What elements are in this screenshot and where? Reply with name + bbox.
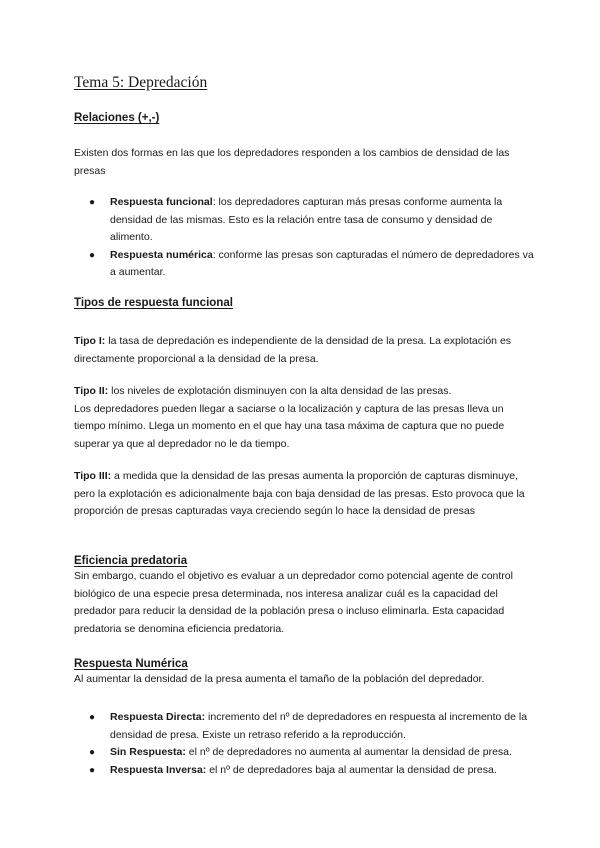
- numerica-list-block: [74, 709, 534, 779]
- item-text: : conforme las presas son capturadas el número de depredadores va a aumentar.: [110, 248, 534, 278]
- section-tipos: [74, 297, 534, 309]
- paragraph: [74, 383, 534, 401]
- item-term: Respuesta Directa:: [110, 711, 206, 723]
- tipo1-block: [74, 333, 534, 368]
- tipo2-block: [74, 383, 534, 453]
- tipo-text: los niveles de explotación disminuyen con la alta densidad de las presas.: [108, 385, 452, 397]
- section-relaciones: [74, 112, 534, 124]
- section-eficiencia: [74, 555, 534, 638]
- relaciones-intro-block: [74, 145, 534, 180]
- item-text: el nº de depredadores baja al aumentar la densidad de presa.: [206, 763, 497, 776]
- bullet-icon: ●: [89, 197, 96, 208]
- section-heading: Tipos de respuesta funcional: [74, 297, 233, 309]
- item-text: el nº de depredadores no aumenta al aumentar la densidad de presa.: [185, 746, 512, 758]
- paragraph: Los depredadores pueden llegar a saciarse o la localización y captura de las presas lleva un tiempo mínimo. Llega un momento en el que hay una tasa máxima de captura que no puede superar ya que al depredador no le da tiempo.: [74, 402, 505, 450]
- item-term: Respuesta funcional: [110, 196, 213, 208]
- list-item: [74, 744, 534, 762]
- bullet-icon: ●: [89, 764, 96, 776]
- bullet-icon: ●: [89, 712, 96, 723]
- item-term: Respuesta numérica: [110, 248, 213, 261]
- list-item: [74, 762, 534, 780]
- relaciones-list-block: [74, 194, 534, 282]
- item-term: Sin Respuesta:: [110, 746, 186, 758]
- bullet-list: [74, 709, 534, 779]
- page-title: Tema 5: Depredación: [74, 74, 208, 91]
- paragraph: [74, 468, 534, 521]
- section-heading: Eficiencia predatoria: [74, 555, 188, 567]
- paragraph: Sin embargo, cuando el objetivo es evaluar a un depredador como potencial agente de control biológico de una especie presa determinada, nos interesa analizar cuál es la capacidad del predador para reducir la densidad de la población presa o incluso eliminarla. Esta capacidad predatoria se denomina eficiencia predatoria.: [74, 570, 513, 635]
- tipo-text: a medida que la densidad de las presas aumenta la proporción de capturas disminuye, pero la explotación es adicionalmente baja con baja densidad de las presas. Esto provoca que la proporción de presas capturadas vaya creciendo según lo hace la densidad de presas: [74, 470, 525, 517]
- list-item: [74, 194, 534, 247]
- section-numerica: [74, 658, 534, 689]
- bullet-icon: ●: [89, 747, 96, 758]
- list-item: [74, 709, 534, 744]
- tipo3-block: [74, 468, 534, 521]
- paragraph: Al aumentar la densidad de la presa aumenta el tamaño de la población del depredador.: [74, 673, 485, 685]
- item-term: Respuesta Inversa:: [110, 763, 207, 776]
- paragraph: Existen dos formas en las que los depredadores responden a los cambios de densidad de las presas: [74, 147, 510, 177]
- section-heading: Relaciones (+,-): [74, 112, 160, 124]
- tipo-term: Tipo III:: [74, 470, 112, 482]
- bullet-list: [74, 194, 534, 282]
- tipo-text: la tasa de depredación es independiente de la densidad de la presa. La explotación es directamente proporcional a la densidad de la presa.: [74, 335, 512, 365]
- item-text: : los depredadores capturan más presas conforme aumenta la densidad de las mismas. Esto es la relación entre tasa de consumo y densidad de alimento.: [110, 196, 503, 243]
- item-text: incremento del nº de depredadores en respuesta al incremento de la densidad de presa. Existe un retraso referido a la reproducción.: [110, 711, 528, 741]
- tipo-term: Tipo II:: [74, 385, 109, 397]
- tipo-term: Tipo I:: [74, 335, 106, 347]
- list-item: [74, 247, 534, 282]
- paragraph: [74, 333, 534, 368]
- bullet-icon: ●: [89, 249, 96, 261]
- section-heading: Respuesta Numérica: [74, 658, 188, 670]
